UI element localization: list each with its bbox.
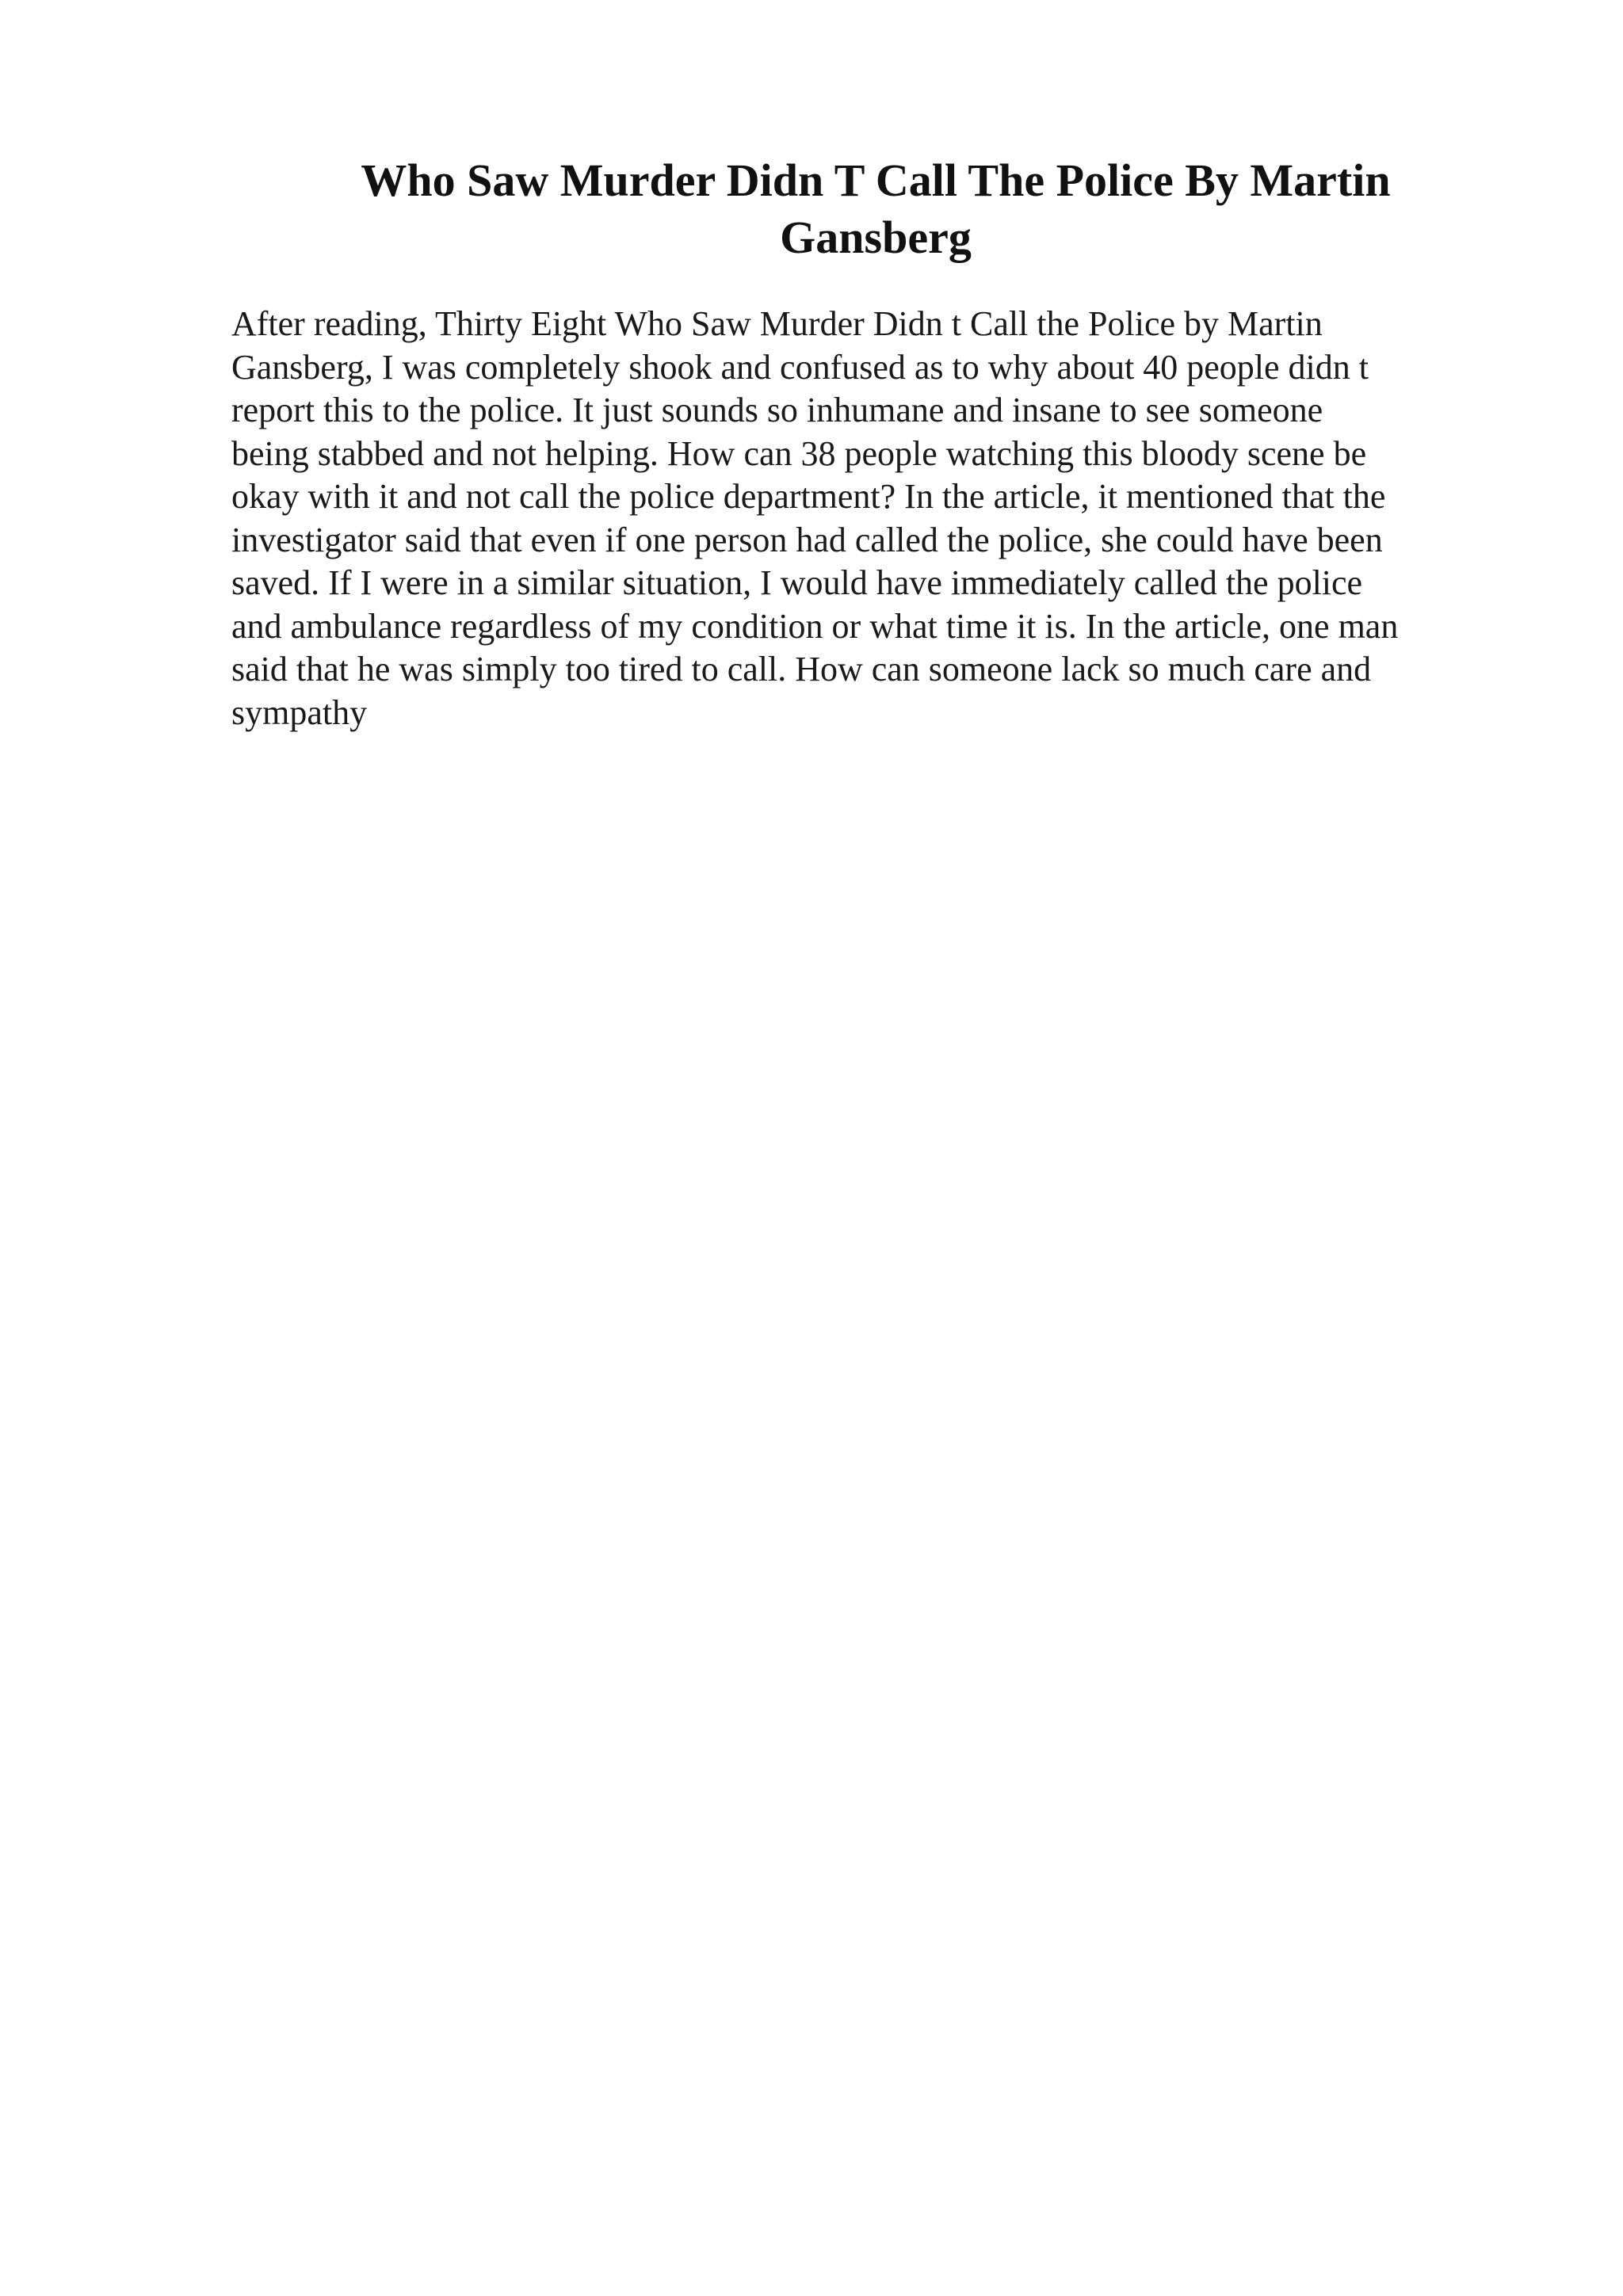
body-line: sympathy	[231, 692, 368, 732]
body-line: After reading, Thirty Eight Who Saw Murder Didn t Call the Police by Martin	[231, 304, 1323, 343]
body-line: and ambulance regardless of my condition or what time it is. In the article, one man	[231, 606, 1399, 646]
body-line: report this to the police. It just sounds so inhumane and insane to see someone	[231, 391, 1323, 429]
body-line: saved. If I were in a similar situation, I would have immediately called the police	[231, 563, 1363, 602]
body-line: being stabbed and not helping. How can 38 people watching this bloody scene be	[231, 433, 1367, 473]
body-line: said that he was simply too tired to call. How can someone lack so much care and	[231, 650, 1372, 688]
document-body	[231, 303, 1484, 734]
body-line: investigator said that even if one person had called the police, she could have been	[231, 520, 1383, 559]
document-title: Who Saw Murder Didn T Call The Police By Martin Gansberg	[361, 154, 1391, 263]
body-line: okay with it and not call the police department? In the article, it mentioned that the	[231, 477, 1386, 516]
body-line: Gansberg, I was completely shook and confused as to why about 40 people didn t	[231, 347, 1369, 387]
